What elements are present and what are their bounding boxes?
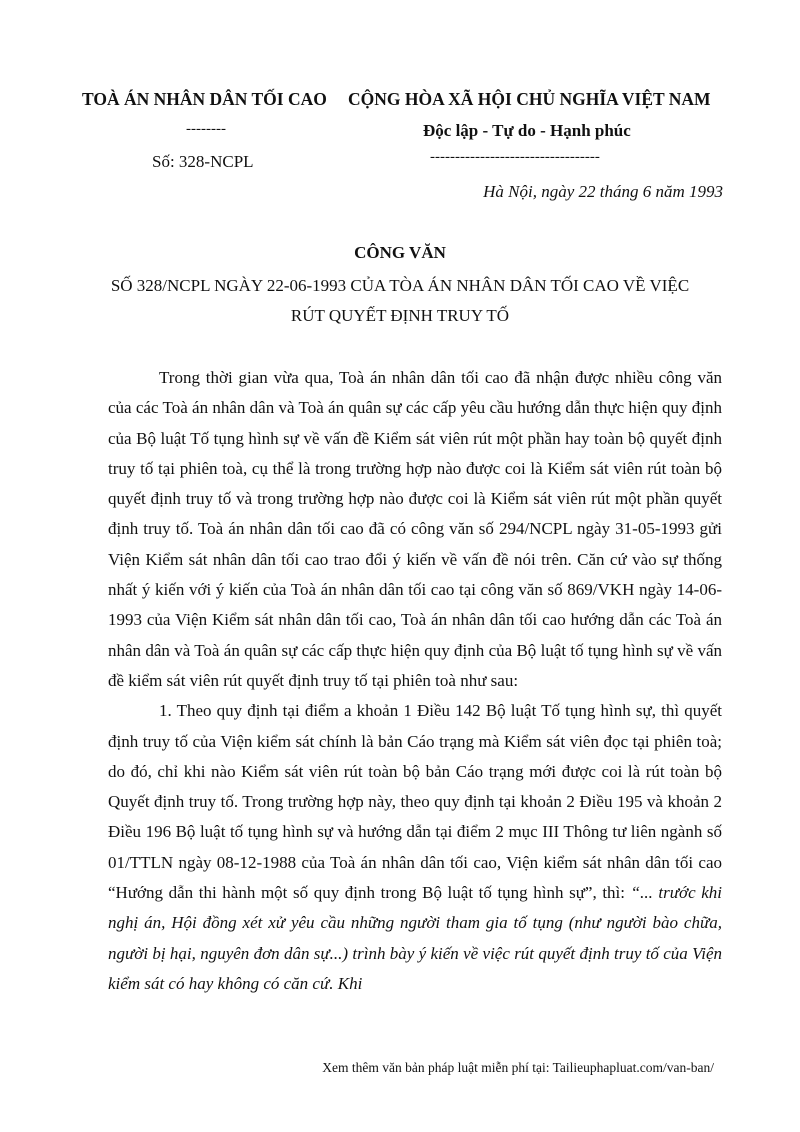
court-name: TOÀ ÁN NHÂN DÂN TỐI CAO xyxy=(82,89,327,109)
document-title: CÔNG VĂN xyxy=(354,243,446,262)
issue-date: Hà Nội, ngày 22 tháng 6 năm 1993 xyxy=(483,182,723,201)
paragraph-item-1-quote: “... trước khi nghị án, Hội đồng xét xử yêu cầu những người tham gia tố tụng (như người bào chữa, người bị hại, nguyên đơn dân sự...) trình bày ý kiến về việc rút quyết định truy tố của Viện kiểm sát có hay không có căn cứ. Khi xyxy=(108,883,723,993)
republic-name: CỘNG HÒA XÃ HỘI CHỦ NGHĨA VIỆT NAM xyxy=(348,89,711,109)
court-separator: -------- xyxy=(186,121,226,137)
document-subtitle: SỐ 328/NCPL NGÀY 22-06-1993 CỦA TÒA ÁN NHÂN DÂN TỐI CAO VỀ VIỆC RÚT QUYẾT ĐỊNH TRUY TỐ xyxy=(110,276,690,325)
document-number: Số: 328-NCPL xyxy=(152,152,254,171)
document-body xyxy=(108,363,722,999)
paragraph-item-1-text: 1. Theo quy định tại điểm a khoản 1 Điều 142 Bộ luật Tố tụng hình sự, thì quyết định truy tố của Viện kiểm sát chính là bản Cáo trạng mà Kiểm sát viên đọc tại phiên toà; do đó, chỉ khi nào Kiểm sát viên rút toàn bộ bản Cáo trạng mới được coi là rút toàn bộ Quyết định truy tố. Trong trường hợp này, theo quy định tại khoản 2 Điều 195 và khoản 2 Điều 196 Bộ luật tố tụng hình sự và hướng dẫn tại điểm 2 mục III Thông tư liên ngành số 01/TTLN ngày 08-12-1988 của Toà án nhân dân tối cao, Viện kiểm sát nhân dân tối cao “Hướng dẫn thi hành một số quy định trong Bộ luật tố tụng hình sự”, thì: xyxy=(108,701,722,903)
footer-note: Xem thêm văn bản pháp luật miễn phí tại: Tailieuphapluat.com/van-ban/ xyxy=(322,1060,714,1075)
national-motto: Độc lập - Tự do - Hạnh phúc xyxy=(423,121,631,140)
paragraph-intro: Trong thời gian vừa qua, Toà án nhân dân tối cao đã nhận được nhiều công văn của các Toà án nhân dân và Toà án quân sự các cấp yêu cầu hướng dẫn thực hiện quy định của Bộ luật Tố tụng hình sự về vấn đề Kiểm sát viên rút một phần hay toàn bộ quyết định truy tố tại phiên toà, cụ thể là trong trường hợp nào được coi là Kiểm sát viên rút toàn bộ quyết định truy tố và trong trường hợp nào được coi là Kiểm sát viên rút một phần quyết định truy tố. Toà án nhân dân tối cao đã có công văn số 294/NCPL ngày 31-05-1993 gửi Viện Kiểm sát nhân dân tối cao trao đổi ý kiến về vấn đề nói trên. Căn cứ vào sự thống nhất ý kiến với ý kiến của Toà án nhân dân tối cao tại công văn số 869/VKH ngày 14-06-1993 của Viện Kiểm sát nhân dân tối cao, Toà án nhân dân tối cao hướng dẫn các Toà án nhân dân và Toà án quân sự các cấp thực hiện quy định của Bộ luật tố tụng hình sự về vấn đề kiểm sát viên rút quyết định truy tố tại phiên toà như sau: xyxy=(108,368,722,690)
motto-separator: ---------------------------------- xyxy=(430,149,600,165)
paragraph-item-1 xyxy=(108,696,722,999)
